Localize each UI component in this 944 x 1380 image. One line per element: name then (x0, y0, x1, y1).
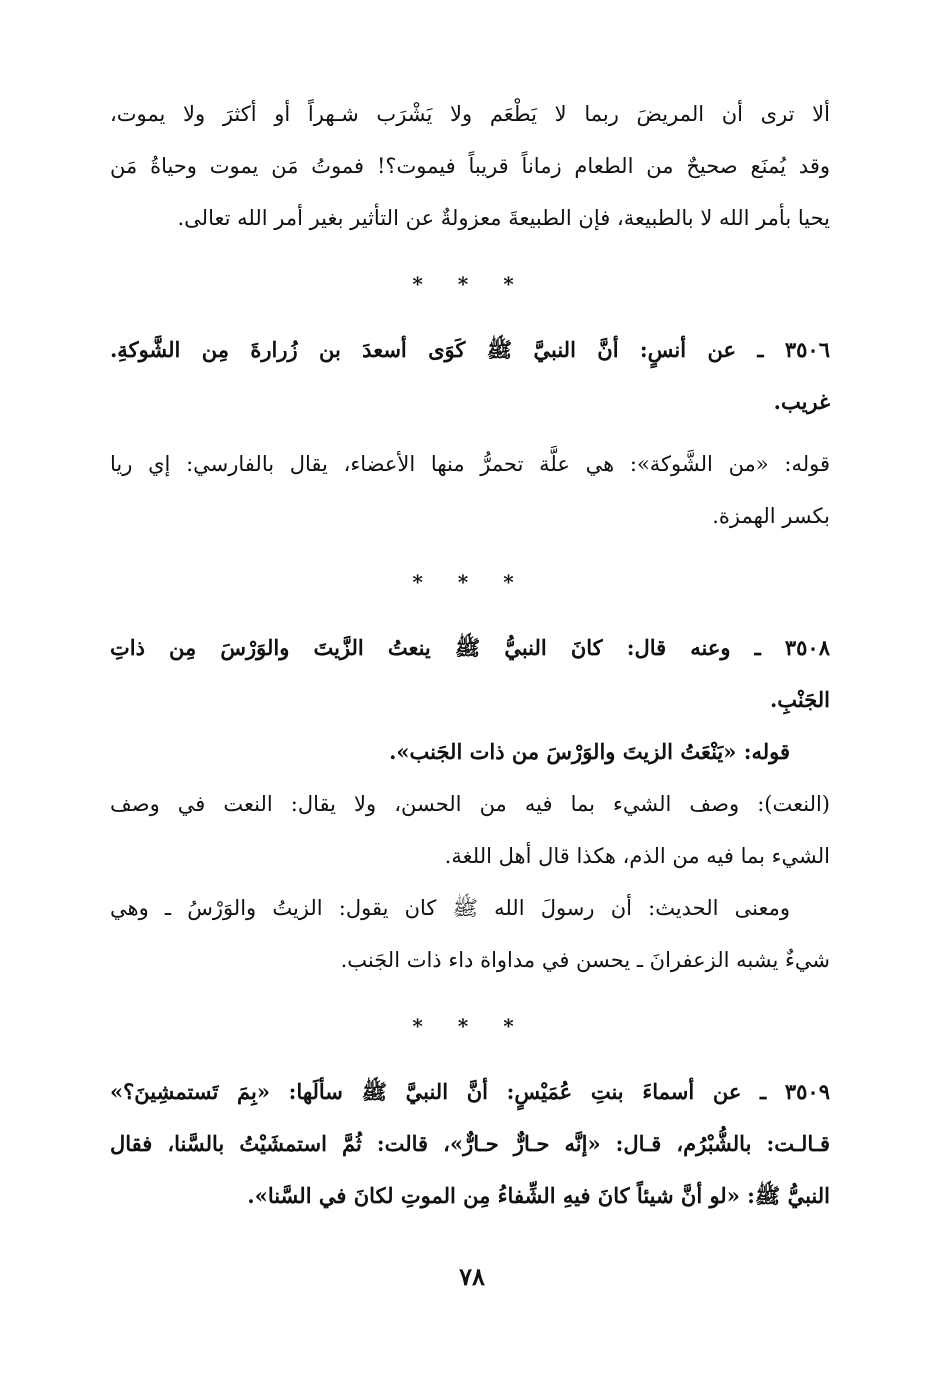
intro-paragraph (110, 88, 830, 244)
commentary-quote: قوله: «يَنْعَتُ الزيتَ والوَرْسَ من ذات الجَنب». (389, 739, 790, 764)
hadith-text-line: الجَنْبِ. (769, 687, 830, 712)
commentary-line: بكسر الهمزة. (712, 504, 830, 528)
page-number: ٧٨ (459, 1262, 485, 1291)
definition-line: الشيء بما فيه من الذم، هكذا قال أهل اللغة. (444, 844, 830, 868)
meaning-line: ومعنى الحديث: أن رسولَ الله ﷺ كان يقول: الزيتُ والوَرْسُ ـ وهي (110, 896, 790, 920)
hadith-3508 (110, 622, 830, 986)
meaning-line: شيءٌ يشبه الزعفرانَ ـ يحسن في مداواة داء ذات الجَنب. (340, 948, 830, 972)
hadith-text-line: النبيُّ ﷺ: «لو أنَّ شيئاً كانَ فيهِ الشِّفاءُ مِن الموتِ لكانَ في السَّنا». (247, 1183, 830, 1208)
section-separator: * * * (412, 272, 528, 296)
hadith-text-line: ٣٥٠٩ ـ عن أسماءَ بنتِ عُمَيْسٍ: أنَّ النبيَّ ﷺ سألَها: «بِمَ تَستمشِينَ؟» (110, 1079, 830, 1104)
text-line: ألا ترى أن المريضَ ربما لا يَطْعَم ولا يَشْرَب شـهراً أو أكثرَ ولا يموت، (110, 102, 830, 126)
hadith-grade: غريب. (773, 389, 830, 414)
section-separator: * * * (412, 1014, 528, 1038)
hadith-text-line: ٣٥٠٨ ـ وعنه قال: كانَ النبيُّ ﷺ ينعتُ الزَّيتَ والوَرْسَ مِن ذاتِ (110, 635, 830, 660)
section-separator: * * * (412, 570, 528, 594)
hadith-3506 (110, 324, 830, 542)
hadith-text-line: ٣٥٠٦ ـ عن أنسٍ: أنَّ النبيَّ ﷺ كَوَى أسعدَ بن زُرارةَ مِن الشَّوكةِ. (110, 337, 830, 362)
hadith-text-line: قـالـت: بالشُّبْرُم، قـال: «إنَّه حـارٌّ حـارٌّ»، قالت: ثُمَّ استمشَيْتُ بالسَّنا، فقال (110, 1131, 830, 1156)
commentary-line: قوله: «من الشَّوكة»: هي علَّة تحمرُّ منها الأعضاء، يقال بالفارسي: إي ريا (110, 452, 830, 476)
definition-line: (النعت): وصف الشيء بما فيه من الحسن، ولا يقال: النعت في وصف (110, 792, 830, 816)
text-line: يحيا بأمر الله لا بالطبيعة، فإن الطبيعةَ معزولةٌ عن التأثير بغير أمر الله تعالى. (177, 206, 830, 230)
hadith-3509 (110, 1066, 830, 1222)
text-line: وقد يُمنَع صحيحٌ من الطعام زماناً قريباً فيموت؟! فموتُ مَن يموت وحياةُ مَن (110, 154, 830, 178)
page-body (110, 88, 830, 1222)
